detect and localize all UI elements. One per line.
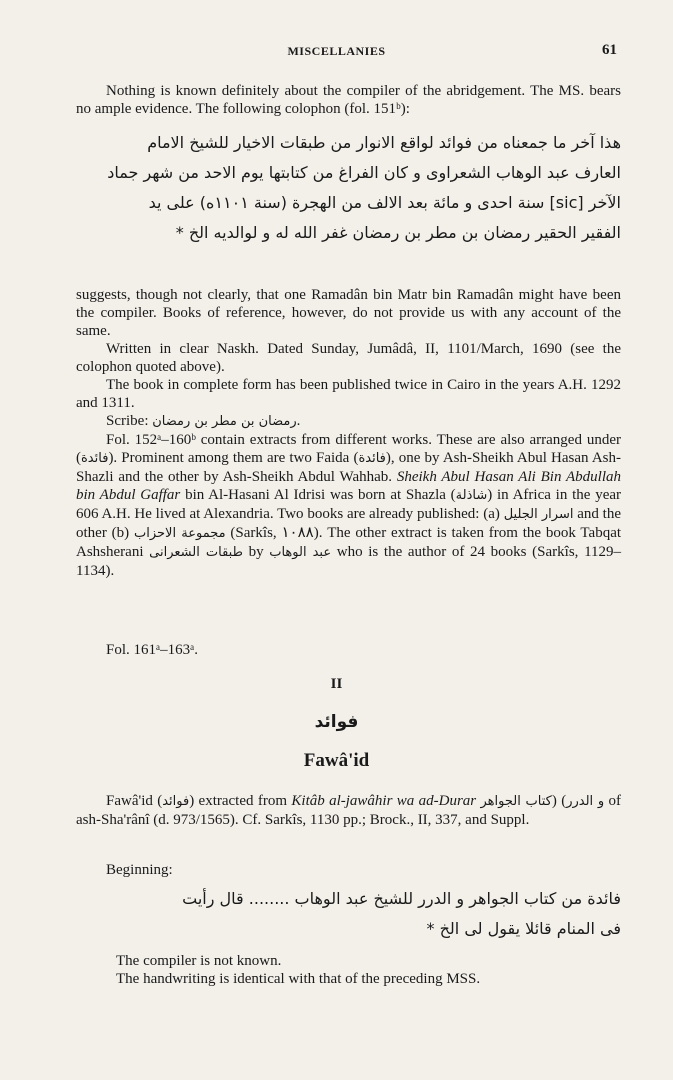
fawaid-paragraph: [76, 792, 621, 829]
text-run: who is the author of 24 books (Sarkîs, 1129–1134).: [76, 544, 622, 579]
text-run: ), one by Ash-Sheikh Abul Hasan Ash-Shazli and the other by Ash-Sheikh Abdul Wahhab.: [76, 450, 621, 485]
colophon-arabic: [76, 128, 621, 248]
text-run: ). Prominent among them are two Faida (: [108, 450, 359, 466]
paragraph-fawaid: [76, 792, 621, 829]
arabic-run: كتاب الجواهر: [480, 794, 552, 809]
running-head: [0, 44, 673, 64]
paragraph-extracts: [76, 431, 621, 580]
arabic-run: فوائد: [162, 794, 190, 809]
text-run: (Sarkîs, ۱۰۸۸). The other extract is taken from the book Tabqat Ashsherani: [76, 525, 622, 560]
running-title: MISCELLANIES: [287, 44, 386, 58]
scribe-line: [76, 412, 621, 431]
text-run: by: [248, 544, 264, 560]
section-arabic-title: فوائد: [314, 712, 359, 732]
intro-text: Nothing is known definitely about the compiler of the abridgement. The MS. bears no ample evidence. The following colophon (fol. 151ᵇ):: [76, 83, 621, 117]
closing-line: The compiler is not known.: [116, 953, 282, 969]
page-number: 61: [602, 42, 617, 58]
arabic-run: مجموعة الاحزاب: [133, 526, 226, 541]
main-text: [76, 286, 621, 580]
italic-run: Sheikh Abul Hasan Ali Bin Abdullah bin Abdul Gaffar: [76, 469, 621, 503]
section-title: Fawâ'id: [303, 750, 370, 771]
fol-line: Fol. 161ᵃ–163ᵃ.: [106, 642, 198, 658]
beginning-label: Beginning:: [106, 862, 173, 878]
paragraph-published: The book in complete form has been published twice in Cairo in the years A.H. 1292 and 1311.: [76, 377, 621, 411]
colophon-line: الفقير الحقير رمضان بن مطر بن رمضان غفر الله له و لوالديه الخ *: [175, 223, 621, 242]
text-run: bin Al-Hasani Al Idrisi was born at Shazla (: [185, 487, 456, 503]
text-run: of ash-Sha'rânî (d. 973/1565). Cf. Sarkîs, 1130 pp.; Brock., II, 337, and Suppl.: [76, 793, 622, 828]
closing-text: [76, 952, 621, 988]
text-run: ) (: [551, 793, 567, 809]
closing-line: The handwriting is identical with that of the preceding MSS.: [116, 971, 481, 987]
text-run: ) in Africa in the year 606 A.H. He lived at Alexandria. Two books are already published: (a): [76, 487, 622, 522]
arabic-run: و الدرر: [566, 794, 605, 809]
section-numeral: II: [330, 676, 343, 692]
text-run: ) extracted from: [189, 793, 288, 809]
text-run: and the other (b): [76, 506, 621, 541]
text-run: Fol. 152ᵃ–160ᵇ contain extracts from different works. These are also arranged under (: [76, 432, 621, 466]
paragraph-script: Written in clear Naskh. Dated Sunday, Jumâdâ, II, 1101/March, 1690 (see the colophon quoted above).: [76, 341, 621, 375]
arabic-run: طبقات الشعرانى: [149, 545, 243, 560]
scribe-arabic: رمضان بن مطر بن رمضان: [152, 414, 297, 429]
arabic-run: اسرار الجليل: [503, 507, 574, 522]
colophon-line: الآخر [sic] سنة احدى و مائة بعد الالف من الهجرة (سنة ۱۱۰۱ه) على يد: [148, 193, 621, 212]
arabic-run: عبد الوهاب: [269, 545, 332, 560]
italic-run: Kitâb al-jawâhir wa ad-Durar: [291, 793, 477, 809]
colophon-line: هذا آخر ما جمعناه من فوائد لواقع الانوار من طبقات الاخيار للشيخ الامام: [147, 133, 621, 152]
paragraph-compiler: suggests, though not clearly, that one Ramadân bin Matr bin Ramadân might have been the compiler. Books of reference, however, do not provide us with any account of the same.: [76, 287, 621, 339]
arabic-run: فائدة: [358, 451, 386, 466]
beginning-arabic: [76, 884, 621, 944]
colophon-line: العارف عبد الوهاب الشعراوى و كان الفراغ من كتابتها يوم الاحد من شهر جماد: [107, 163, 621, 182]
beginning-line: فى المنام قائلا يقول لى الخ *: [426, 919, 621, 938]
beginning-line: فائدة من كتاب الجواهر و الدرر للشيخ عبد الوهاب ........ قال رأيت: [182, 889, 621, 908]
arabic-run: شاذلة: [455, 488, 488, 503]
scribe-label: Scribe:: [106, 413, 149, 429]
intro-paragraph: [76, 82, 621, 118]
scribe-end: .: [296, 413, 301, 429]
text-run: Fawâ'id (: [106, 793, 163, 809]
arabic-run: فائدة: [81, 451, 109, 466]
